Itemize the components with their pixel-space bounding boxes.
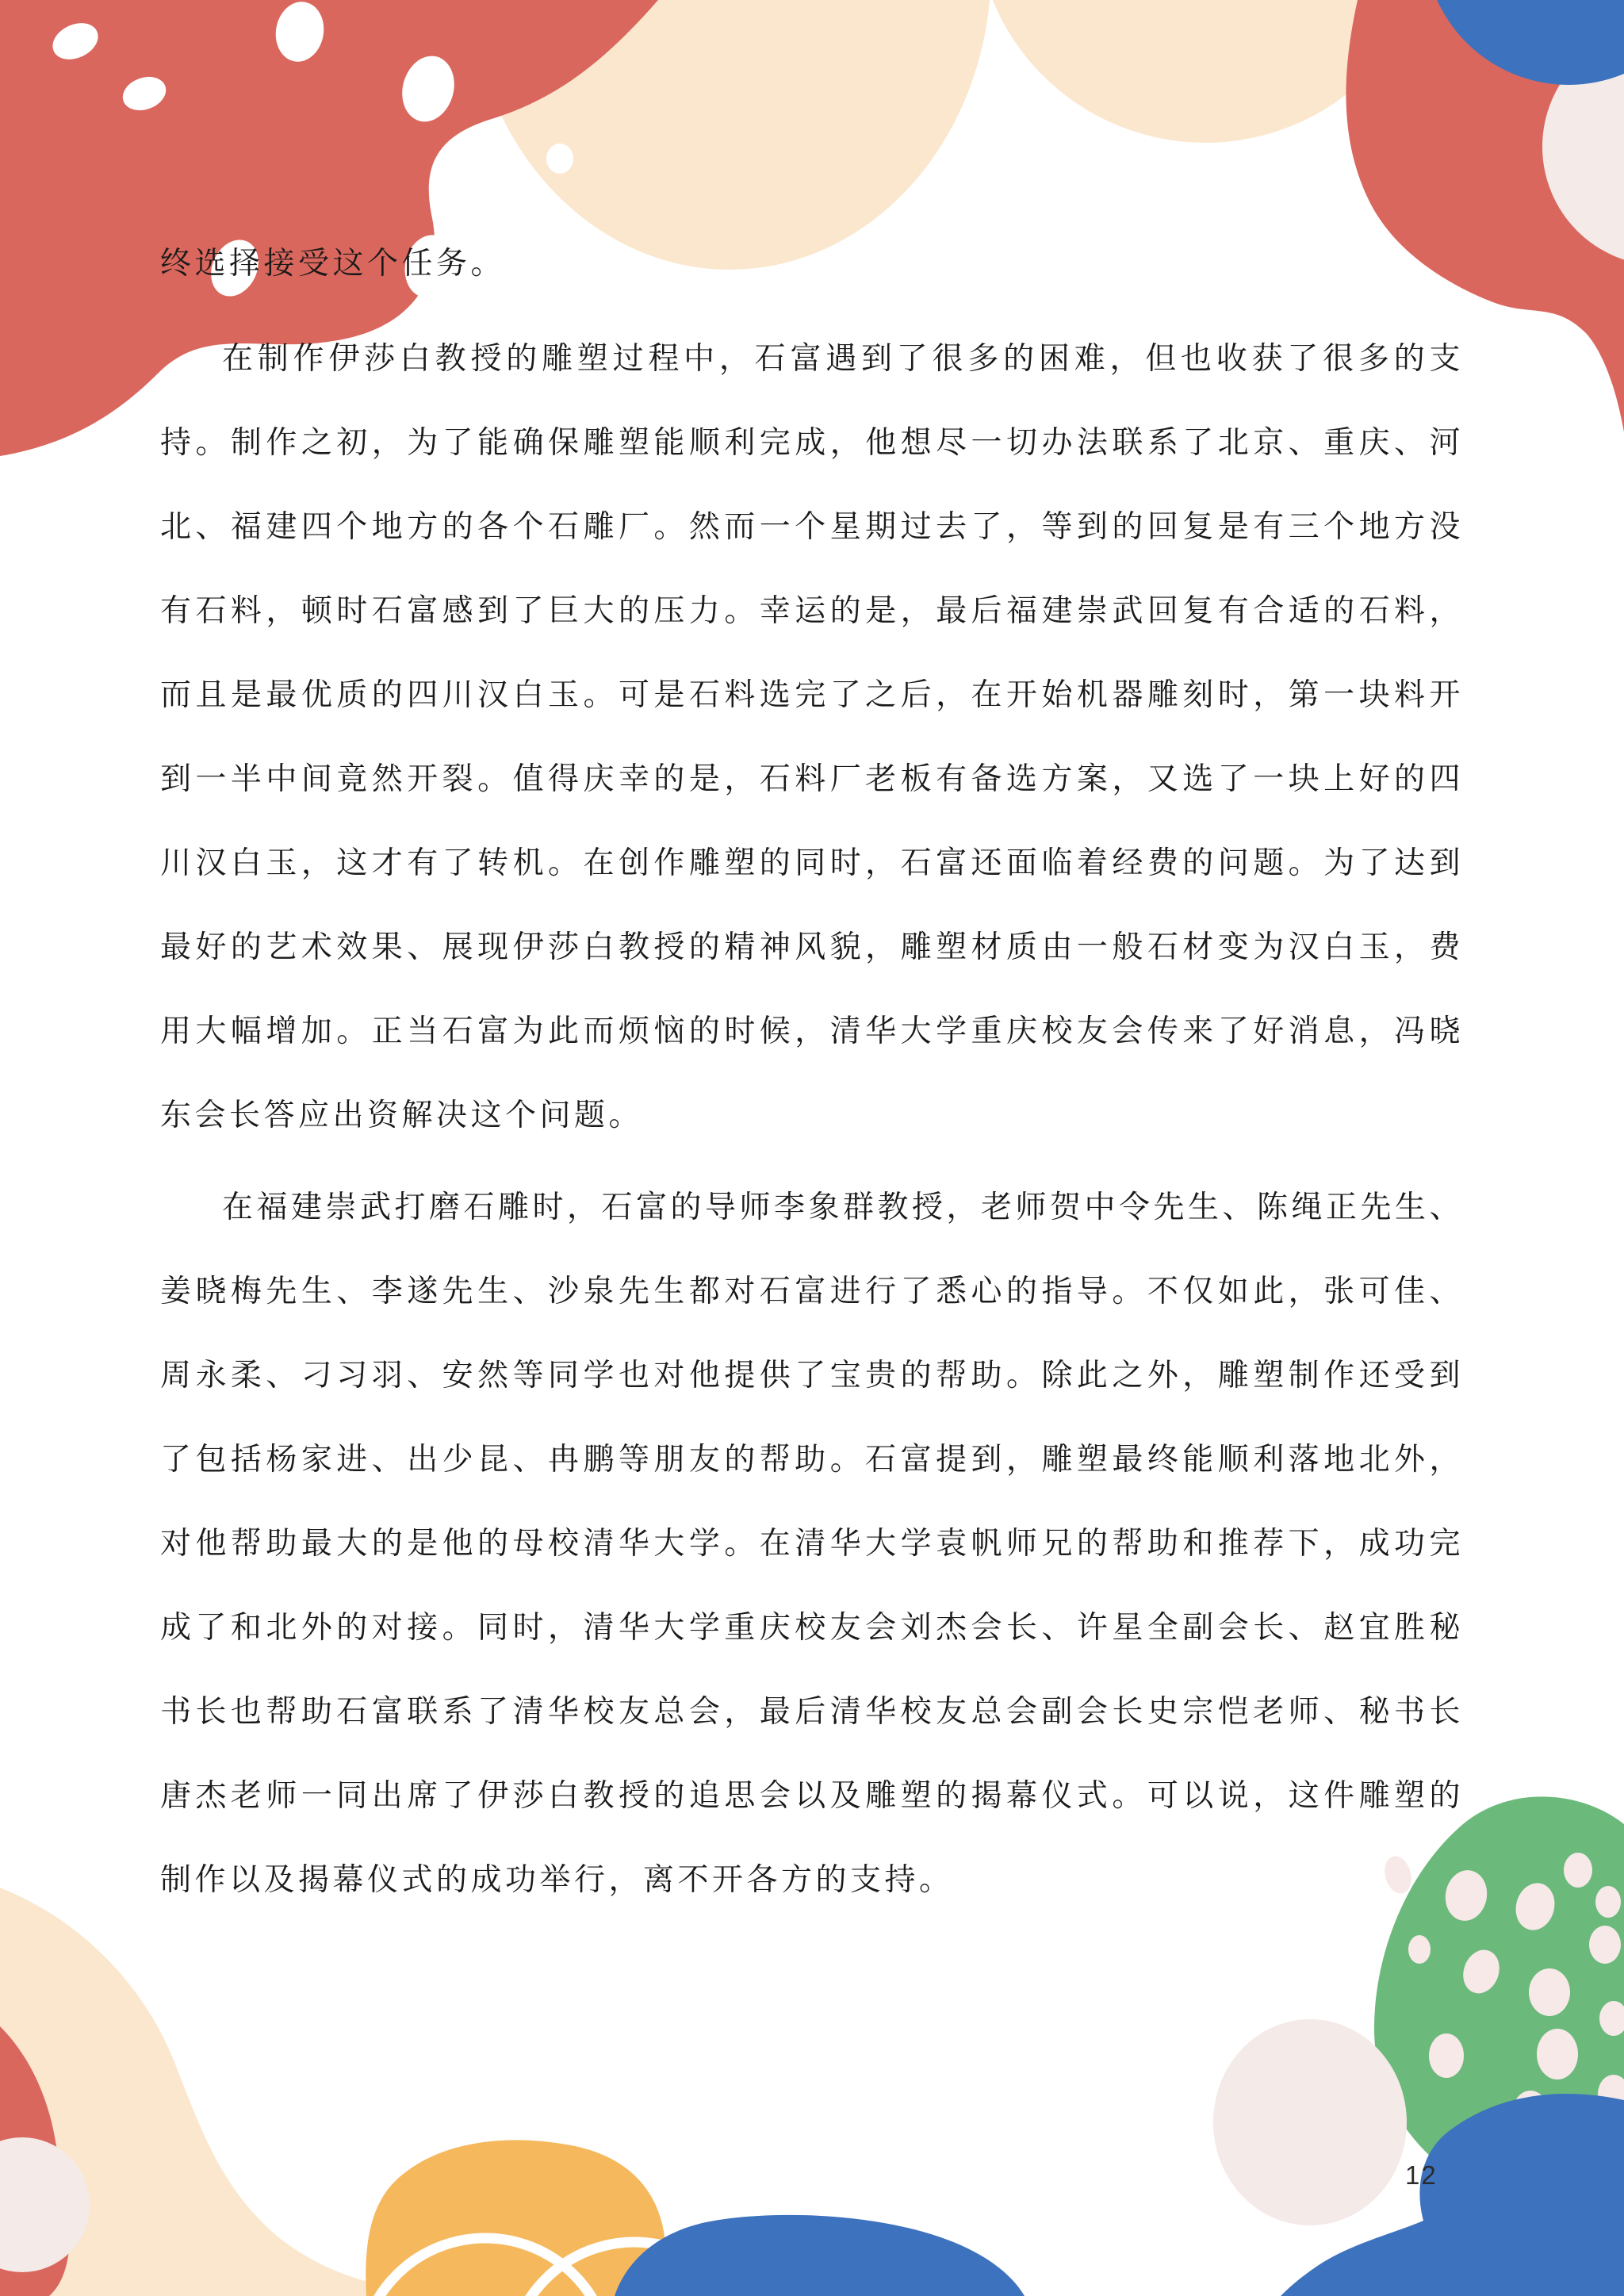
paragraph-3 [160,1166,1464,1922]
paragraph-3-line: 对他帮助最大的是他的母校清华大学。在清华大学袁帆师兄的帮助和推荐下，成功完 [160,1527,1464,1561]
paragraph-3-line: 在福建崇武打磨石雕时，石富的导师李象群教授，老师贺中令先生、陈绳正先生、 [222,1190,1465,1225]
paragraph-2-line: 到一半中间竟然开裂。值得庆幸的是，石料厂老板有备选方案，又选了一块上好的四 [160,762,1464,796]
paragraph-3-line: 制作以及揭幕仪式的成功举行，离不开各方的支持。 [160,1863,954,1897]
page-number: 12 [1405,2160,1438,2190]
paragraph-2-line: 北、福建四个地方的各个石雕厂。然而一个星期过去了，等到的回复是有三个地方没 [160,510,1464,544]
paragraph-2-line: 在制作伊莎白教授的雕塑过程中，石富遇到了很多的困难，但也收获了很多的支 [222,342,1464,376]
paragraph-1 [160,222,1464,306]
paragraph-3-line: 书长也帮助石富联系了清华校友总会，最后清华校友总会副会长史宗恺老师、秘书长 [160,1695,1464,1729]
paragraph-3-line: 周永柔、刁习羽、安然等同学也对他提供了宝贵的帮助。除此之外，雕塑制作还受到 [160,1359,1464,1393]
paragraph-2-line: 而且是最优质的四川汉白玉。可是石料选完了之后，在开始机器雕刻时，第一块料开 [160,678,1464,712]
paragraph-3-line: 姜晓梅先生、李遂先生、沙泉先生都对石富进行了悉心的指导。不仅如此，张可佳、 [160,1274,1464,1309]
paragraph-3-line: 了包括杨家进、出少昆、冉鹏等朋友的帮助。石富提到，雕塑最终能顺利落地北外， [160,1443,1464,1477]
paragraph-2 [160,317,1464,1158]
paragraph-2-line: 持。制作之初，为了能确保雕塑能顺利完成，他想尽一切办法联系了北京、重庆、河 [160,426,1464,460]
paragraph-1-line: 终选择接受这个任务。 [160,247,506,281]
paragraph-2-line: 川汉白玉，这才有了转机。在创作雕塑的同时，石富还面临着经费的问题。为了达到 [160,846,1464,880]
paragraph-2-line: 东会长答应出资解决这个问题。 [160,1098,644,1133]
paragraph-3-line: 成了和北外的对接。同时，清华大学重庆校友会刘杰会长、许星全副会长、赵宜胜秘 [160,1611,1464,1645]
paragraph-2-line: 用大幅增加。正当石富为此而烦恼的时候，清华大学重庆校友会传来了好消息，冯晓 [160,1014,1464,1048]
paragraph-2-line: 最好的艺术效果、展现伊莎白教授的精神风貌，雕塑材质由一般石材变为汉白玉，费 [160,930,1464,964]
paragraph-3-line: 唐杰老师一同出席了伊莎白教授的追思会以及雕塑的揭幕仪式。可以说，这件雕塑的 [160,1779,1464,1813]
paragraph-2-line: 有石料，顿时石富感到了巨大的压力。幸运的是，最后福建崇武回复有合适的石料， [160,594,1464,628]
